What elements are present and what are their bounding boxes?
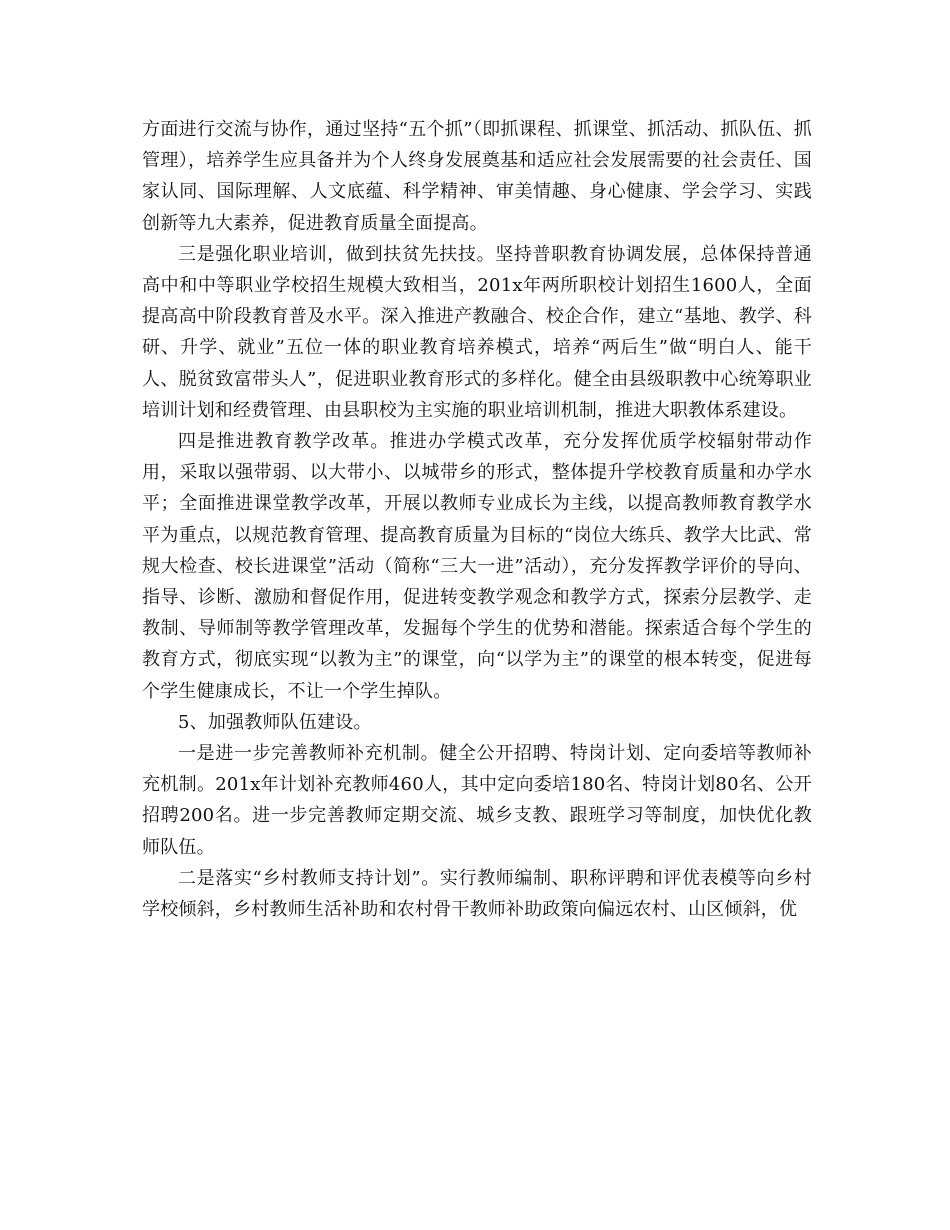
paragraph-quality-education: 方面进行交流与协作，通过坚持“五个抓”（即抓课程、抓课堂、抓活动、抓队伍、抓管理），培养学生应具备并为个人终身发展奠基和适应社会发展需要的社会责任、国家认同、国际理解、人文底蕴、科学精神、审美情趣、身心健康、学会学习、实践创新等九大素养，促进教育质量全面提高。 <box>142 119 812 234</box>
paragraph-vocational-training: 三是强化职业培训，做到扶贫先扶技。坚持普职教育协调发展，总体保持普通高中和中等职业学校招生规模大致相当，201x年两所职校计划招生1600人，全面提高高中阶段教育普及水平。深入推进产教融合、校企合作，建立“基地、教学、科研、升学、就业”五位一体的职业教育培养模式，培养“两后生”做“明白人、能干人、脱贫致富带头人”，促进职业教育形式的多样化。健全由县级职教中心统筹职业培训计划和经费管理、由县职校为主实施的职业培训机制，推进大职教体系建设。 <box>142 243 812 421</box>
section-heading-teacher-workforce: 5、加强教师队伍建设。 <box>178 711 372 733</box>
paragraph-teacher-recruitment: 一是进一步完善教师补充机制。健全公开招聘、特岗计划、定向委培等教师补充机制。201x年计划补充教师460人，其中定向委培180名、特岗计划80名、公开招聘200名。进一步完善教师定期交流、城乡支教、跟班学习等制度，加快优化教师队伍。 <box>142 743 812 858</box>
paragraph-teaching-reform: 四是推进教育教学改革。推进办学模式改革，充分发挥优质学校辐射带动作用，采取以强带弱、以大带小、以城带乡的形式，整体提升学校教育质量和办学水平；全面推进课堂教学改革，开展以教师专业成长为主线，以提高教师教育教学水平为重点，以规范教育管理、提高教育质量为目标的“岗位大练兵、教学大比武、常规大检查、校长进课堂”活动（简称“三大一进”活动），充分发挥教学评价的导向、指导、诊断、激励和督促作用，促进转变教学观念和教学方式，探索分层教学、走教制、导师制等教学管理改革，发掘每个学生的优势和潜能。探索适合每个学生的教育方式，彻底实现“以教为主”的课堂，向“以学为主”的课堂的根本转变，促进每个学生健康成长，不让一个学生掉队。 <box>142 431 812 702</box>
document-body <box>142 114 812 925</box>
paragraph-rural-teacher-support: 二是落实“乡村教师支持计划”。实行教师编制、职称评聘和评优表模等向乡村学校倾斜，乡村教师生活补助和农村骨干教师补助政策向偏远农村、山区倾斜，优 <box>142 867 812 921</box>
